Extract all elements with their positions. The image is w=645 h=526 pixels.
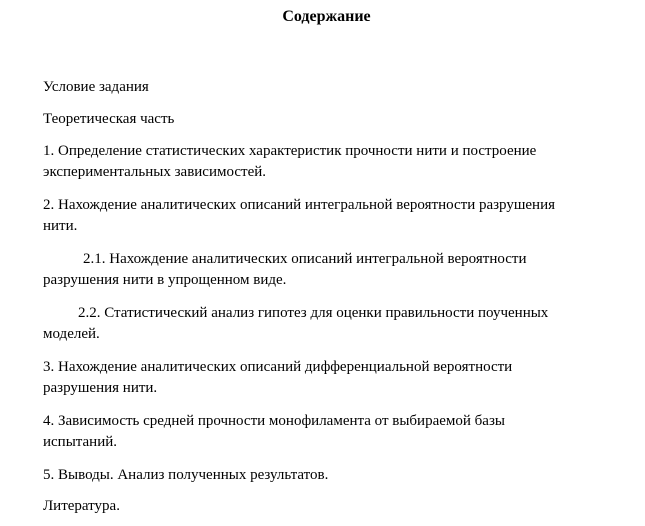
toc-entry-literature [43,496,613,517]
toc-entry-text: Условие задания [43,79,149,95]
toc-entry-section-3 [43,357,613,399]
toc-entry-text: Теоретическая часть [43,111,175,127]
toc-entry-section-1 [43,141,613,183]
toc-entry-text-continued: испытаний. [43,434,118,450]
toc-entry-text-continued: моделей. [43,326,100,342]
toc-entry-text: 3. Нахождение аналитических описаний дифференциальной вероятности [43,359,513,375]
toc-entry-section-2 [43,195,613,237]
toc-entry-section-2-2 [43,303,613,345]
toc-entry-section-5 [43,465,613,486]
toc-entry-text: 4. Зависимость средней прочности монофиламента от выбираемой базы [43,413,505,429]
toc-entry-text: 2.1. Нахождение аналитических описаний интегральной вероятности [83,251,527,267]
toc-entry-text-continued: экспериментальных зависимостей. [43,164,267,180]
toc-entry-text-continued: нити. [43,218,78,234]
toc-entry-text: 2. Нахождение аналитических описаний интегральной вероятности разрушения [43,197,556,213]
toc-entry-text-continued: разрушения нити в упрощенном виде. [43,272,287,288]
toc-entry-task-conditions [43,77,613,98]
page-title: Содержание [282,8,371,25]
toc-entry-text: 1. Определение статистических характеристик прочности нити и построение [43,143,537,159]
table-of-contents [43,77,613,517]
toc-entry-section-2-1 [43,249,613,291]
toc-entry-text-continued: разрушения нити. [43,380,158,396]
toc-entry-theoretical-part [43,109,613,130]
toc-entry-text: 2.2. Статистический анализ гипотез для оценки правильности поученных [78,305,549,321]
toc-entry-section-4 [43,411,613,453]
toc-entry-text: Литература. [43,498,120,514]
toc-entry-text: 5. Выводы. Анализ полученных результатов. [43,467,329,483]
